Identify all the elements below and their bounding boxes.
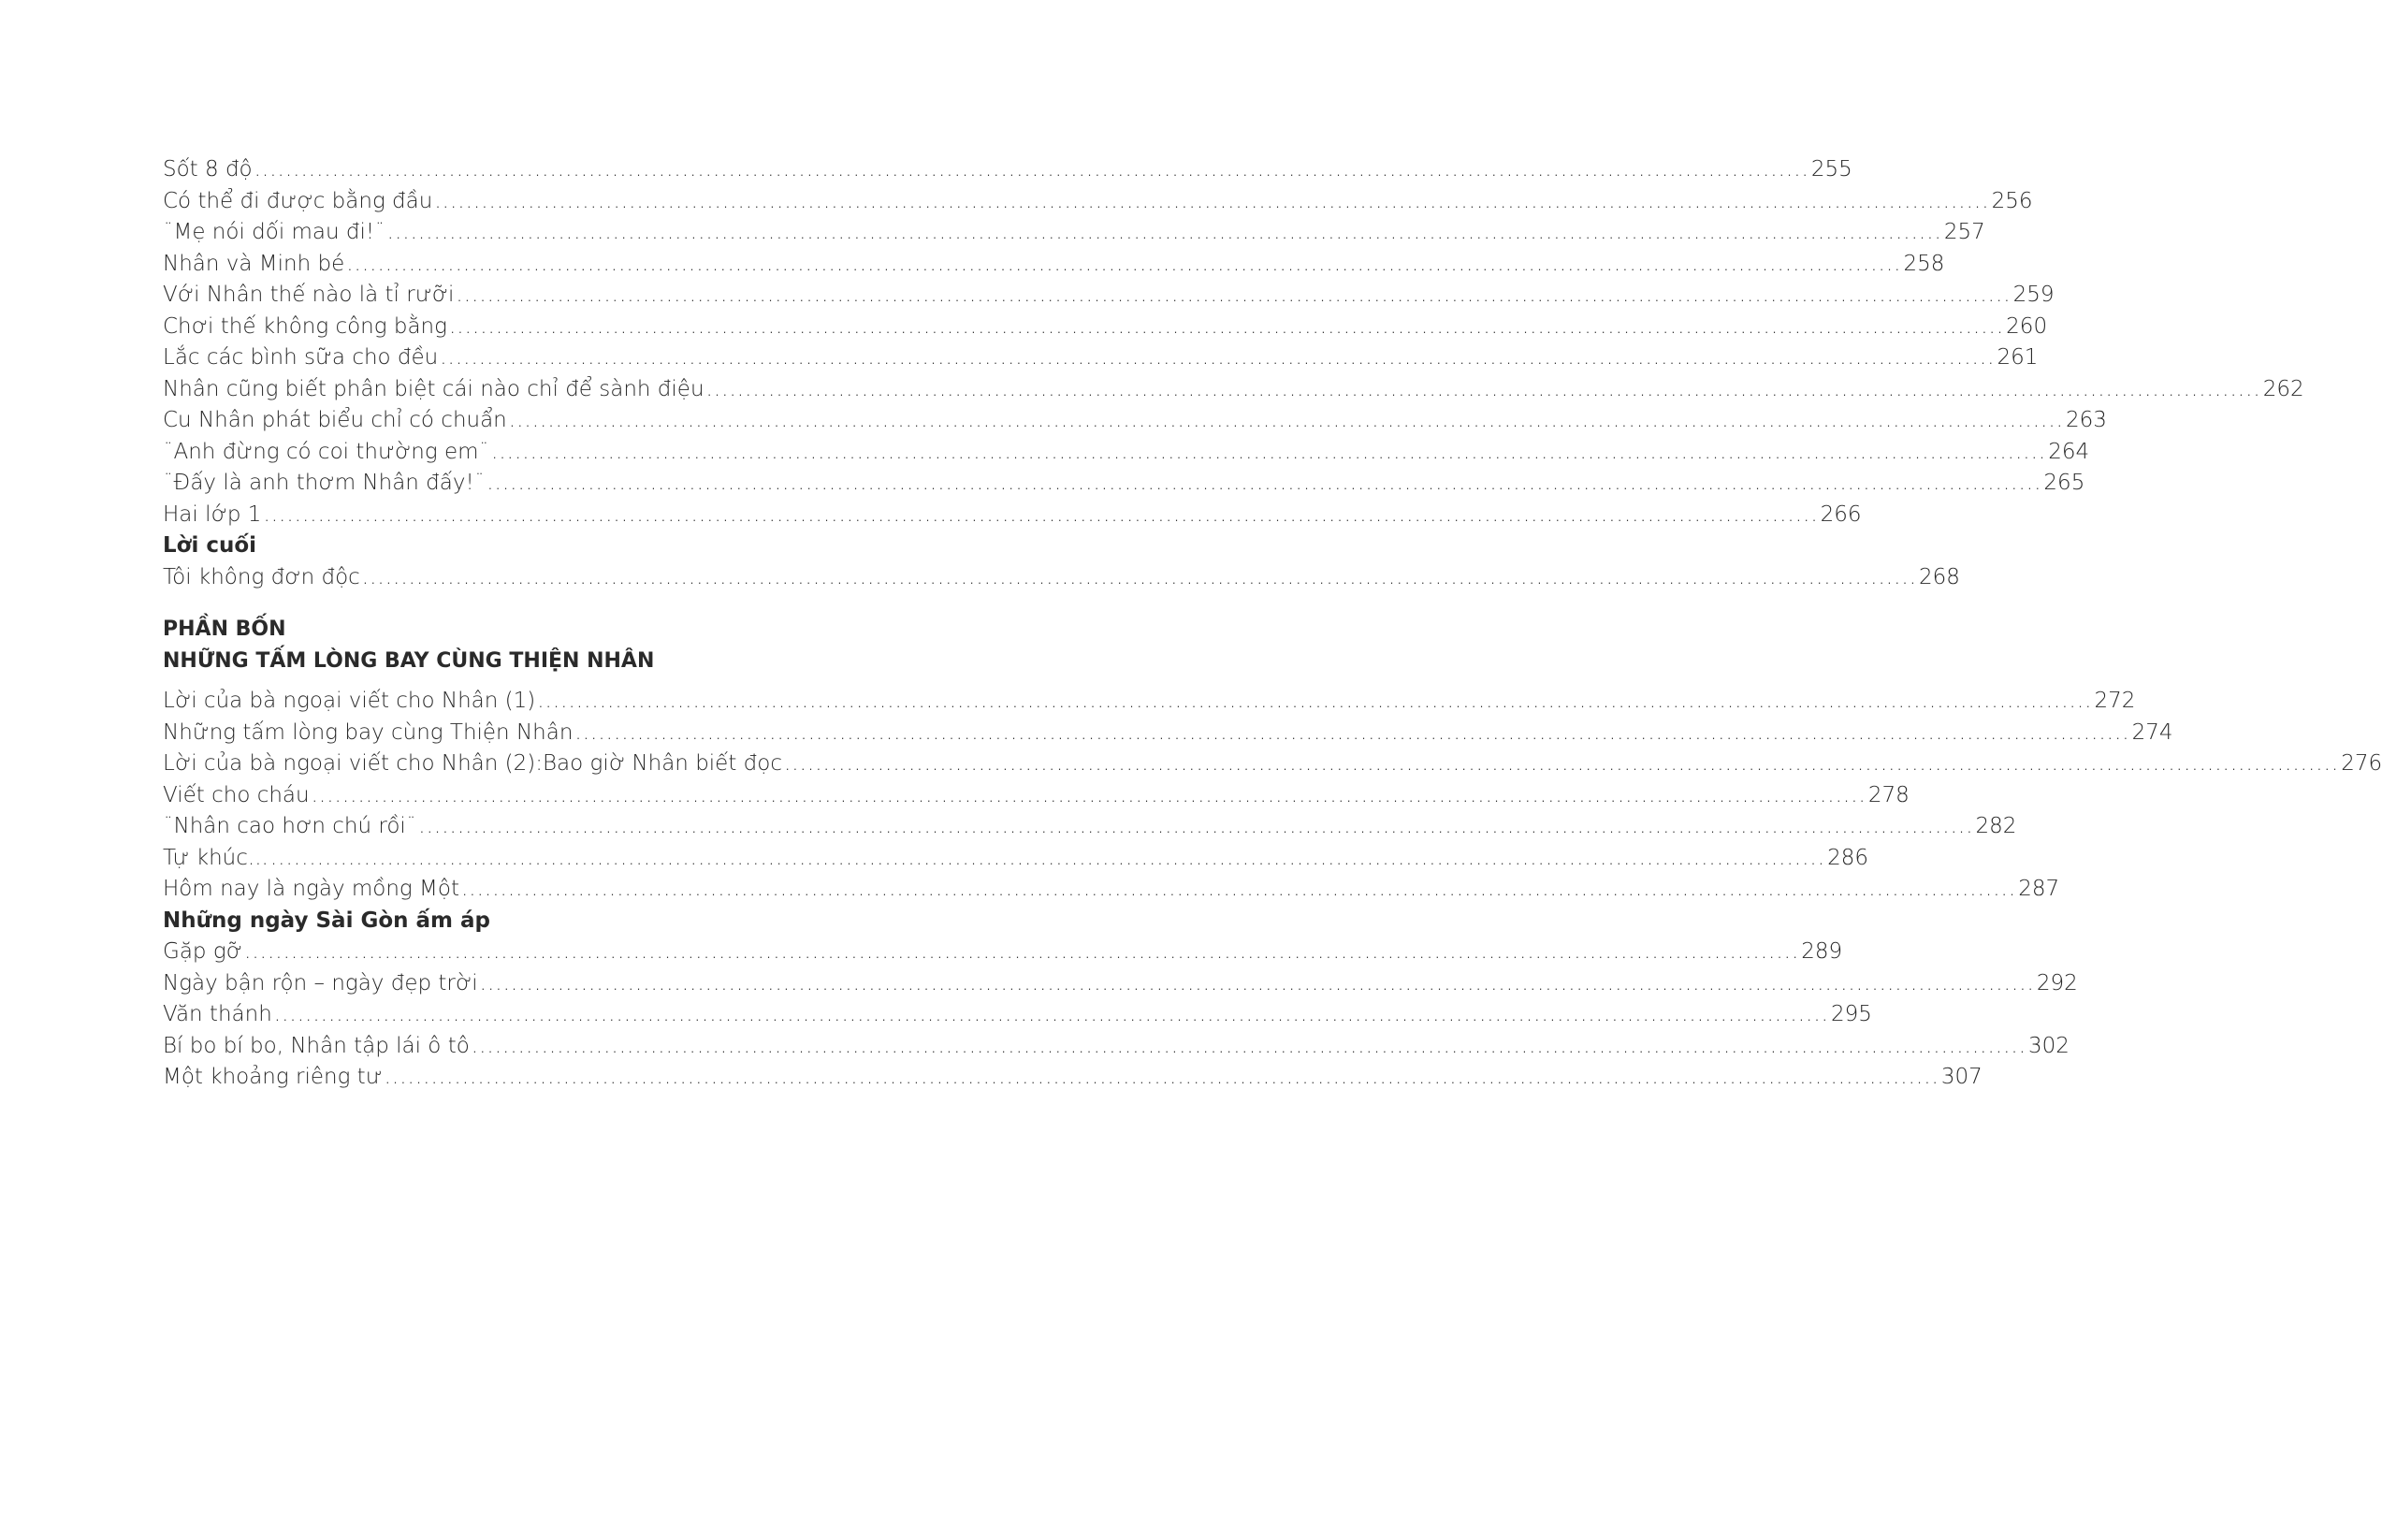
toc-entry-page-number: 257: [1943, 220, 1985, 244]
toc-entry-page-number: 292: [2036, 970, 2078, 995]
toc-entry-title: ¨Mẹ nói dối mau đi!¨: [163, 220, 385, 244]
toc-entry-title: Hai lớp 1: [163, 501, 262, 527]
toc-entry: [163, 249, 1945, 281]
toc-entry-title: Nhân và Minh bé: [163, 251, 345, 276]
toc-entry-page-number: 256: [1991, 188, 2033, 213]
dot-leader: ........................................................................................................................................................................................................: [537, 689, 2093, 713]
toc-entry-page-number: 260: [2006, 313, 2048, 339]
toc-entry-page-number: 259: [2012, 283, 2055, 307]
toc-entry: [163, 280, 2055, 312]
toc-entry-title: Lời của bà ngoại viết cho Nhân (2):Bao giờ Nhân biết đọc: [163, 751, 782, 776]
section-heading-loi-cuoi: Lời cuối: [163, 533, 257, 558]
toc-entry: [163, 562, 1960, 594]
table-of-contents: [163, 154, 2382, 1094]
dot-leader: ........................................................................................................................................................................................................: [508, 408, 2064, 432]
toc-entry-page-number: 265: [2043, 471, 2085, 495]
toc-entry-title: Viết cho cháu: [163, 782, 310, 807]
part-heading: [163, 614, 924, 676]
toc-group-1: [163, 154, 2304, 530]
toc-entry: [163, 748, 2382, 780]
toc-entry-title: Ngày bận rộn – ngày đẹp trời: [163, 970, 478, 995]
dot-leader: ........................................................................................................................................................................................................: [418, 814, 1974, 838]
toc-entry-page-number: 266: [1820, 501, 1862, 527]
toc-entry-title: Tự khúc...: [163, 845, 269, 870]
section-heading-sai-gon: Những ngày Sài Gòn ấm áp: [163, 908, 491, 933]
toc-entry: [163, 843, 1868, 875]
toc-entry-title: ¨Anh đừng có coi thường em¨: [163, 439, 490, 464]
dot-leader: ........................................................................................................................................................................................................: [434, 188, 1990, 213]
toc-entry-title: Văn thánh: [163, 1002, 272, 1026]
toc-entry: [163, 500, 1862, 531]
dot-leader: ........................................................................................................................................................................................................: [263, 501, 1819, 527]
dot-leader: ........................................................................................................................................................................................................: [346, 251, 1902, 276]
toc-group-3: [163, 686, 2382, 906]
dot-leader: ........................................................................................................................................................................................................: [460, 877, 2017, 901]
toc-entry: [163, 937, 1843, 968]
dot-leader: ........................................................................................................................................................................................................: [705, 376, 2261, 401]
toc-entry-page-number: 276: [2341, 751, 2382, 776]
toc-entry: [163, 374, 2304, 406]
toc-entry: [163, 1031, 2070, 1063]
toc-entry-page-number: 278: [1867, 782, 1910, 807]
dot-leader: ........................................................................................................................................................................................................: [254, 157, 1809, 182]
toc-entry: [163, 874, 2060, 906]
part-title: NHỮNG TẤM LÒNG BAY CÙNG THIỆN NHÂN: [163, 648, 655, 673]
dot-leader: ........................................................................................................................................................................................................: [456, 283, 2012, 307]
toc-entry: [163, 154, 1852, 186]
toc-entry-page-number: 302: [2028, 1033, 2070, 1058]
toc-entry-page-number: 295: [1831, 1002, 1872, 1026]
toc-entry-title: Tôi không đơn độc: [163, 564, 360, 589]
toc-entry-page-number: 282: [1975, 814, 2017, 838]
toc-entry: [163, 217, 1985, 249]
toc-entry: [163, 811, 2017, 843]
toc-entry-page-number: 307: [1940, 1065, 1983, 1089]
toc-entry: [163, 686, 2136, 718]
toc-entry: [163, 405, 2107, 437]
dot-leader: ........................................................................................................................................................................................................: [783, 751, 2340, 776]
toc-entry-page-number: 262: [2262, 376, 2304, 401]
dot-leader: ........................................................................................................................................................................................................: [386, 220, 1942, 244]
toc-entry-page-number: 264: [2048, 439, 2090, 464]
toc-entry: [163, 968, 2078, 1000]
toc-entry-title: Gặp gỡ: [163, 939, 243, 964]
toc-entry: [163, 780, 1910, 812]
toc-entry: [163, 468, 2085, 500]
dot-leader: ........................................................................................................................................................................................................: [479, 970, 2035, 995]
dot-leader: ........................................................................................................................................................................................................: [244, 939, 1800, 964]
dot-leader: ........................................................................................................................................................................................................: [361, 564, 1918, 589]
toc-group-2: [163, 562, 1960, 594]
toc-entry-page-number: 272: [2094, 689, 2136, 713]
toc-entry-title: ¨Nhân cao hơn chú rồi¨: [163, 814, 417, 838]
toc-entry-title: Những tấm lòng bay cùng Thiện Nhân: [163, 719, 574, 745]
dot-leader: ........................................................................................................................................................................................................: [448, 313, 2005, 339]
toc-entry-title: Nhân cũng biết phân biệt cái nào chỉ để sành điệu: [163, 376, 704, 401]
dot-leader: ........................................................................................................................................................................................................: [440, 345, 1996, 370]
toc-entry-title: Lắc các bình sữa cho đều: [163, 345, 439, 370]
toc-entry-page-number: 255: [1810, 157, 1852, 182]
dot-leader: ........................................................................................................................................................................................................: [273, 1002, 1829, 1026]
toc-entry-page-number: 261: [1997, 345, 2039, 370]
toc-entry-title: Sốt 8 độ: [163, 157, 253, 182]
dot-leader: ........................................................................................................................................................................................................: [311, 782, 1866, 807]
toc-entry: [163, 186, 2033, 218]
toc-entry-title: ¨Đấy là anh thơm Nhân đấy!¨: [163, 471, 486, 495]
toc-entry: [163, 437, 2090, 469]
toc-entry-page-number: 258: [1903, 251, 1945, 276]
toc-entry-title: Với Nhân thế nào là tỉ rưỡi: [163, 283, 455, 307]
toc-entry-page-number: 289: [1801, 939, 1843, 964]
dot-leader: ........................................................................................................................................................................................................: [487, 471, 2042, 495]
dot-leader: ........................................................................................................................................................................................................: [471, 1033, 2027, 1058]
toc-entry-page-number: 268: [1919, 564, 1960, 589]
part-label: PHẦN BỐN: [163, 617, 286, 641]
toc-entry-title: Hôm nay là ngày mồng Một: [163, 877, 459, 901]
toc-group-4: [163, 937, 2078, 1094]
toc-entry-page-number: 274: [2131, 719, 2173, 745]
toc-entry-title: Cu Nhân phát biểu chỉ có chuẩn: [163, 408, 507, 432]
toc-entry-title: Bí bo bí bo, Nhân tập lái ô tô: [163, 1033, 470, 1058]
toc-entry: [163, 342, 2039, 374]
dot-leader: ........................................................................................................................................................................................................: [384, 1065, 1939, 1089]
toc-entry-page-number: 287: [2018, 877, 2060, 901]
toc-entry: [163, 999, 1872, 1031]
dot-leader: ........................................................................................................................................................................................................: [269, 845, 1826, 870]
toc-entry-page-number: 286: [1827, 845, 1868, 870]
toc-entry: [163, 312, 2048, 343]
toc-entry: [163, 1062, 1983, 1094]
toc-entry-title: Một khoảng riêng tư: [163, 1065, 383, 1089]
toc-entry-title: Có thể đi được bằng đầu: [163, 188, 433, 213]
toc-entry-page-number: 263: [2065, 408, 2107, 432]
toc-entry-title: Lời của bà ngoại viết cho Nhân (1): [163, 689, 536, 713]
toc-entry-title: Chơi thế không công bằng: [163, 313, 447, 339]
dot-leader: ........................................................................................................................................................................................................: [574, 719, 2130, 745]
toc-entry: [163, 718, 2173, 749]
dot-leader: ........................................................................................................................................................................................................: [491, 439, 2047, 464]
